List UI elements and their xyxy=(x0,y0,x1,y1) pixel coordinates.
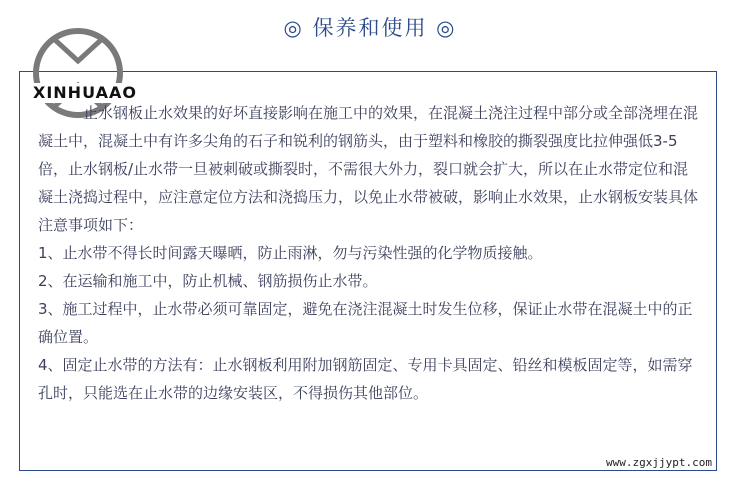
maintenance-text xyxy=(38,99,698,407)
watermark-url: www.zgxjjypt.com xyxy=(602,456,716,470)
intro-paragraph: 止水钢板止水效果的好坏直接影响在施工中的效果，在混凝土浇注过程中部分或全部浇埋在混凝土中，混凝土中有许多尖角的石子和锐利的钢筋头，由于塑料和橡胶的撕裂强度比拉伸强低3-5倍，止水钢板/止水带一旦被刺破或撕裂时，不需很大外力，裂口就会扩大，所以在止水带定位和混凝土浇捣过程中，应注意定位方法和浇捣压力，以免止水带被破，影响止水效果，止水钢板安装具体注意事项如下： xyxy=(38,104,699,234)
logo-text: XINHUAAO xyxy=(30,83,140,103)
list-item: 1、止水带不得长时间露天曝晒，防止雨淋，勿与污染性强的化学物质接触。 xyxy=(38,244,543,262)
page-title: ◎ 保养和使用 ◎ xyxy=(283,16,457,40)
list-item: 3、施工过程中，止水带必须可靠固定，避免在浇注混凝土时发生位移，保证止水带在混凝土中的正确位置。 xyxy=(38,300,693,346)
list-item: 4、固定止水带的方法有：止水钢板利用附加钢筋固定、专用卡具固定、铅丝和模板固定等，如需穿孔时，只能选在止水带的边缘安装区，不得损伤其他部位。 xyxy=(38,356,693,402)
list-item: 2、在运输和施工中，防止机械、钢筋损伤止水带。 xyxy=(38,272,378,290)
